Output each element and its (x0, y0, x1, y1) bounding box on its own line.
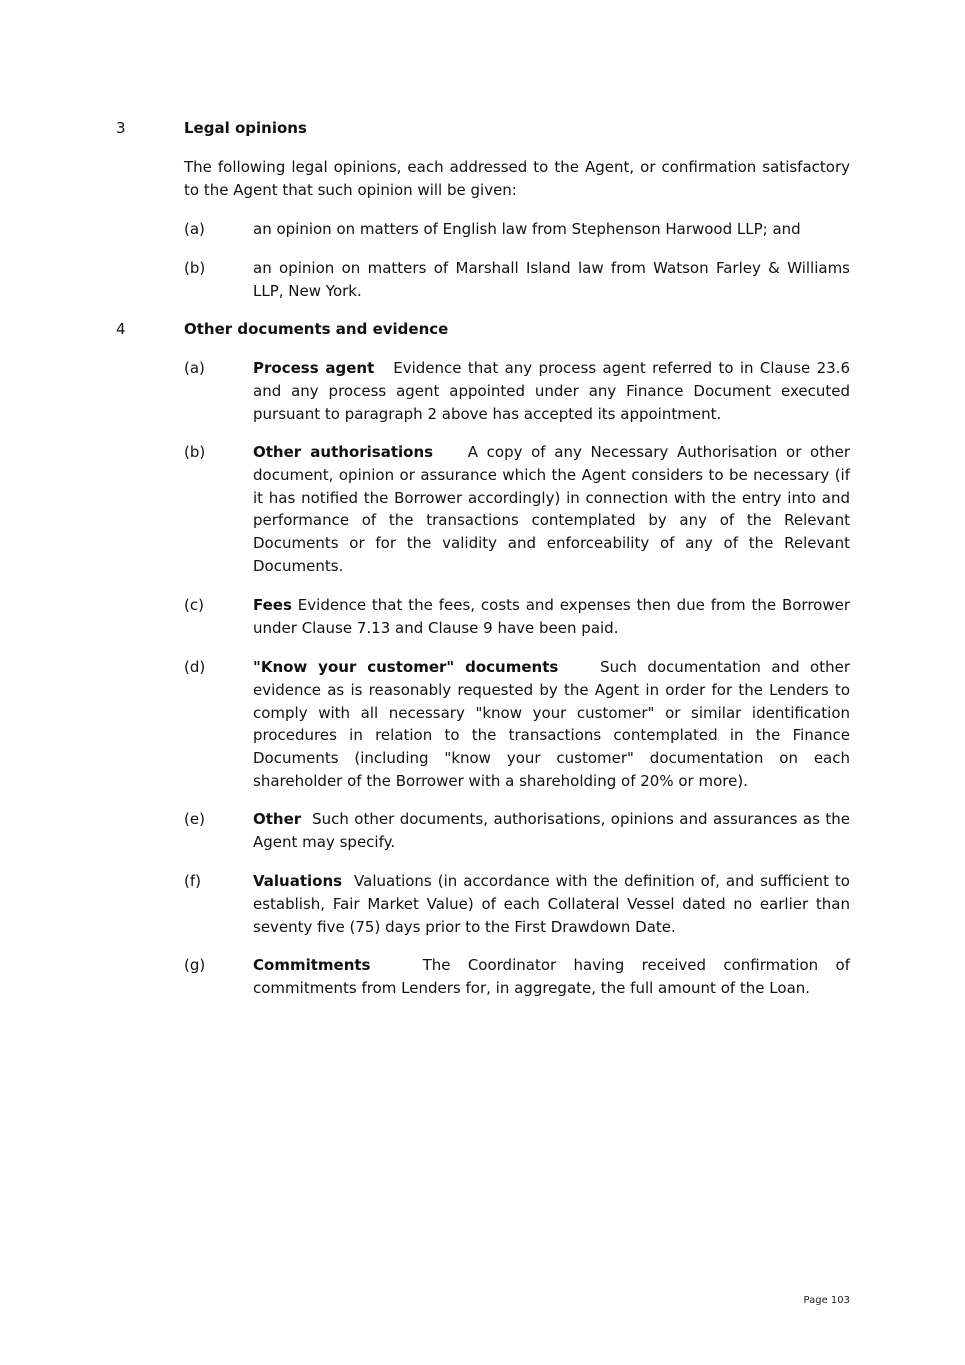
item-label: (a) (184, 359, 205, 377)
section-number: 3 (116, 119, 126, 137)
item-heading: Valuations (253, 872, 343, 890)
item-text: an opinion on matters of English law from Stephenson Harwood LLP; and (253, 220, 801, 238)
item-label: (c) (184, 596, 204, 614)
item-heading: "Know your customer" documents (253, 658, 559, 676)
section-title: Other documents and evidence (184, 320, 449, 338)
item-heading: Fees (253, 596, 292, 614)
item-text: Evidence that the fees, costs and expenses then due from the Borrower under Clause 7.13 and Clause 9 have been paid. (253, 596, 850, 637)
section-number: 4 (116, 320, 126, 338)
item-text: The Coordinator having received confirmation of commitments from Lenders for, in aggregate, the full amount of the Loan. (253, 956, 850, 997)
item-body (253, 870, 850, 938)
item-label: (d) (184, 658, 206, 676)
item-label: (e) (184, 810, 205, 828)
item-text: an opinion on matters of Marshall Island law from Watson Farley & Williams LLP, New York. (253, 259, 850, 300)
item-text: Valuations (in accordance with the definition of, and sufficient to establish, Fair Market Value) of each Collateral Vessel dated no earlier than seventy five (75) days prior to the First Drawdown Date. (253, 872, 850, 936)
item-label: (b) (184, 443, 206, 461)
item-heading: Commitments (253, 956, 371, 974)
item-text: Evidence that any process agent referred to in Clause 23.6 and any process agent appointed under any Finance Document executed pursuant to paragraph 2 above has accepted its appointment. (253, 359, 850, 423)
item-heading: Process agent (253, 359, 375, 377)
item-text: Such other documents, authorisations, opinions and assurances as the Agent may specify. (253, 810, 850, 851)
section-title: Legal opinions (184, 119, 307, 137)
item-body (253, 954, 850, 1000)
item-label: (b) (184, 259, 206, 277)
item-body (253, 808, 850, 854)
page-number: Page 103 (803, 1295, 850, 1306)
item-body (253, 656, 850, 793)
item-heading: Other authorisations (253, 443, 434, 461)
item-text: A copy of any Necessary Authorisation or other document, opinion or assurance which the Agent considers to be necessary (if it has notified the Borrower accordingly) in connection with the entry into and performance of the transactions contemplated by any of the Relevant Documents or for the validity and enforceability of any of the Relevant Documents. (253, 443, 850, 575)
item-label: (f) (184, 872, 201, 890)
item-body (253, 441, 850, 578)
item-body (253, 594, 850, 640)
section-intro-paragraph: The following legal opinions, each addressed to the Agent, or confirmation satisfactory to the Agent that such opinion will be given: (184, 158, 850, 199)
item-heading: Other (253, 810, 302, 828)
item-text: Such documentation and other evidence as is reasonably requested by the Agent in order for the Lenders to comply with all necessary "know your customer" or similar identification procedures in relation to the transactions contemplated in the Finance Documents (including "know your customer" documentation on each shareholder of the Borrower with a shareholding of 20% or more). (253, 658, 851, 790)
item-label: (g) (184, 956, 206, 974)
item-label: (a) (184, 220, 205, 238)
item-body (253, 357, 850, 425)
